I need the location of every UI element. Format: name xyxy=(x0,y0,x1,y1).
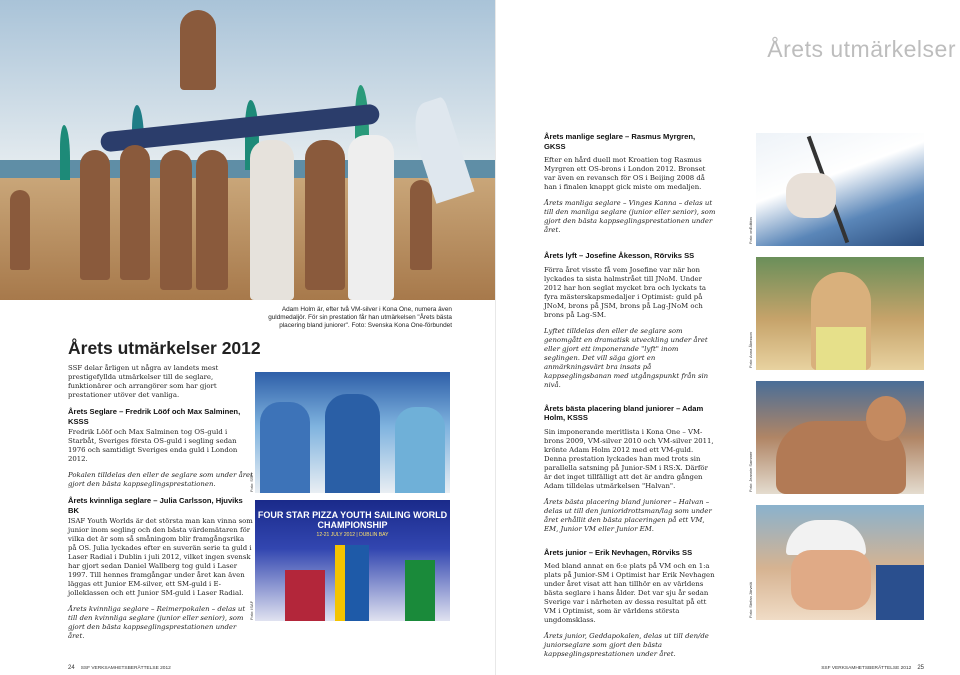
hero-photo-beach-celebration xyxy=(0,0,496,300)
credit-podium: Foto: ISAF xyxy=(249,600,254,620)
right-page xyxy=(496,0,960,675)
credit-r3: Foto: Jeannie Sammer xyxy=(748,451,753,492)
female-text: ISAF Youth Worlds är det största man kan vinna som junior inom segling och den bästa värdemätaren för vilka det är som så småningom blir framgångsrika på OS. Julia lyckades efter en suverän serie ta guld i Laser Radial i Dublin i juli 2012, vilket ingen svensk har gjort sedan Daniel Wallberg tog guld i Laser 1997. Till hennes framgångar under året kan även läggas ett Junior EM-silver, ett SM-guld i E-jolleklassen och ett Junior SM-guld i Laser Radial. xyxy=(68,517,253,597)
junior-heading: Årets junior – Erik Nevhagen, Rörviks SS xyxy=(544,547,693,557)
lift-heading: Årets lyft – Josefine Åkesson, Rörviks SS xyxy=(544,251,695,260)
photo-podium xyxy=(255,500,450,621)
junior-text: Med bland annat en 6:e plats på VM och en 1:a plats på Junior-SM i Optimist har Erik Nevhagen under året visat att han tillhör en av världens bästa seglare i hans ålder. Det var sju år sedan Sverige var i närheten av dessa resultat på ett VM i Optimist, som är världens största ungdomsklass. xyxy=(544,562,715,624)
right-footer xyxy=(821,665,924,671)
junior-place-heading: Årets bästa placering bland juniorer – Adam Holm, KSSS xyxy=(544,403,704,422)
junior-place-note: Årets bästa placering bland juniorer – Halvan – delas ut till den junioridrottsman/lag som under året erhållit den bästa placeringen på ett VM, EM, Junior VM eller Junior EM. xyxy=(544,497,712,533)
male-heading: Årets manlige seglare – Rasmus Myrgren, GKSS xyxy=(544,132,696,151)
junior-note: Årets junior, Geddapokalen, delas ut till den/de juniorseglare som gjort den bästa kappseglingsprestationen under året. xyxy=(544,632,709,658)
page-number-left: 24 xyxy=(68,665,75,671)
lift-note: Lyftet tilldelas den eller de seglare som genomgått en dramatisk utveckling under året eller gjort ett imponerande "lyft" inom seglingen. Det vill säga gjort en anmärkningsvärt bra insats på kappseglingsbanan med utgångspunkt från sin nivå. xyxy=(544,326,709,389)
credit-r1: Foto: onEdition xyxy=(748,217,753,244)
credit-r2: Foto: Anna Åkesson xyxy=(748,332,753,368)
male-note: Årets manliga seglare – Vinges Kanna – delas ut till den manliga seglare (junior eller senior), som gjort den bästa kappseglingsprestationen under året. xyxy=(544,199,716,234)
left-text-column xyxy=(68,364,254,648)
footer-text-right: SSF VERKSAMHETSBERÄTTELSE 2012 xyxy=(821,666,912,671)
photo-rasmus-myrgren xyxy=(756,133,924,246)
podium-banner: FOUR STAR PIZZA YOUTH SAILING WORLD CHAMPIONSHIP xyxy=(257,510,448,530)
sailors-note: Pokalen tilldelas den eller de seglare som under året gjort den bästa kappseglingsprestationen. xyxy=(68,471,253,488)
credit-r4: Foto: Stefan Järvelä xyxy=(748,582,753,618)
podium-dates: 12-21 JULY 2012 | DUBLIN BAY xyxy=(316,532,389,538)
photo-josefine-akesson xyxy=(756,257,924,370)
sailors-heading: Årets Seglare – Fredrik Lööf och Max Salminen, KSSS xyxy=(68,407,241,426)
sailors-text: Fredrik Lööf och Max Salminen tog OS-guld i Starbåt, Sveriges första OS-guld i segling sedan 1976 och samtidigt Sveriges enda guld i London 2012. xyxy=(68,428,238,463)
left-footer xyxy=(68,665,171,671)
photo-erik-nevhagen xyxy=(756,505,924,620)
female-heading: Årets kvinnliga seglare – Julia Carlsson, Hjuviks BK xyxy=(68,496,243,515)
section-heading: Årets utmärkelser 2012 xyxy=(68,338,261,358)
lift-text: Förra året visste få vem Josefine var när hon lyckades ta sista halmstrået till JNoM. Under 2012 har hon seglat mycket bra och lyckats ta fyra mästerskapsmedaljer i Optimist: guld på JNoM, brons på JSM, brons på Lag-JNoM och brons på Lag-SM. xyxy=(544,265,707,319)
junior-place-text: Sin imponerande meritlista i Kona One – VM-brons 2009, VM-silver 2010 och VM-silver 2011, krönte Adam Holm 2012 med ett VM-guld. Denna prestation lyckades han med trots sin parallella satsning på Junior-SM i RS:X. Därför är det inget tillfälligt att det är andra gången Adam tilldelas utmärkelsen "Halvan". xyxy=(544,427,714,490)
page-title: Årets utmärkelser xyxy=(767,36,956,62)
intro-paragraph: SSF delar årligen ut några av landets mest prestigefyllda utmärkelser till de seglare, funktionärer och arrangörer som har gjort prestationer utöver det vanliga. xyxy=(68,364,219,399)
credit-award: Foto: SSF xyxy=(249,473,254,492)
page-number-right: 25 xyxy=(917,665,924,671)
photo-adam-holm xyxy=(756,381,924,494)
footer-text-left: SSF VERKSAMHETSBERÄTTELSE 2012 xyxy=(80,666,171,671)
male-text: Efter en hård duell mot Kroatien tog Rasmus Myrgren ett OS-brons i London 2012. Bronset var även en revansch för OS i Beijing 2008 då han i finalen knappt gick miste om medaljen. xyxy=(544,156,706,191)
photo-award-ceremony xyxy=(255,372,450,493)
right-text-column xyxy=(544,132,716,666)
hero-caption: Adam Holm är, efter två VM-silver i Kona One, numera även guldmedaljör. För sin prestation får han utmärkelsen "Årets bästa placering bland juniorer". Foto: Svenska Kona One-förbundet xyxy=(268,306,452,329)
female-note: Årets kvinnliga seglare – Reimerpokalen – delas ut till den kvinnliga seglare (junior eller senior), som gjort den bästa kappseglingsprestationen under året. xyxy=(68,605,246,640)
